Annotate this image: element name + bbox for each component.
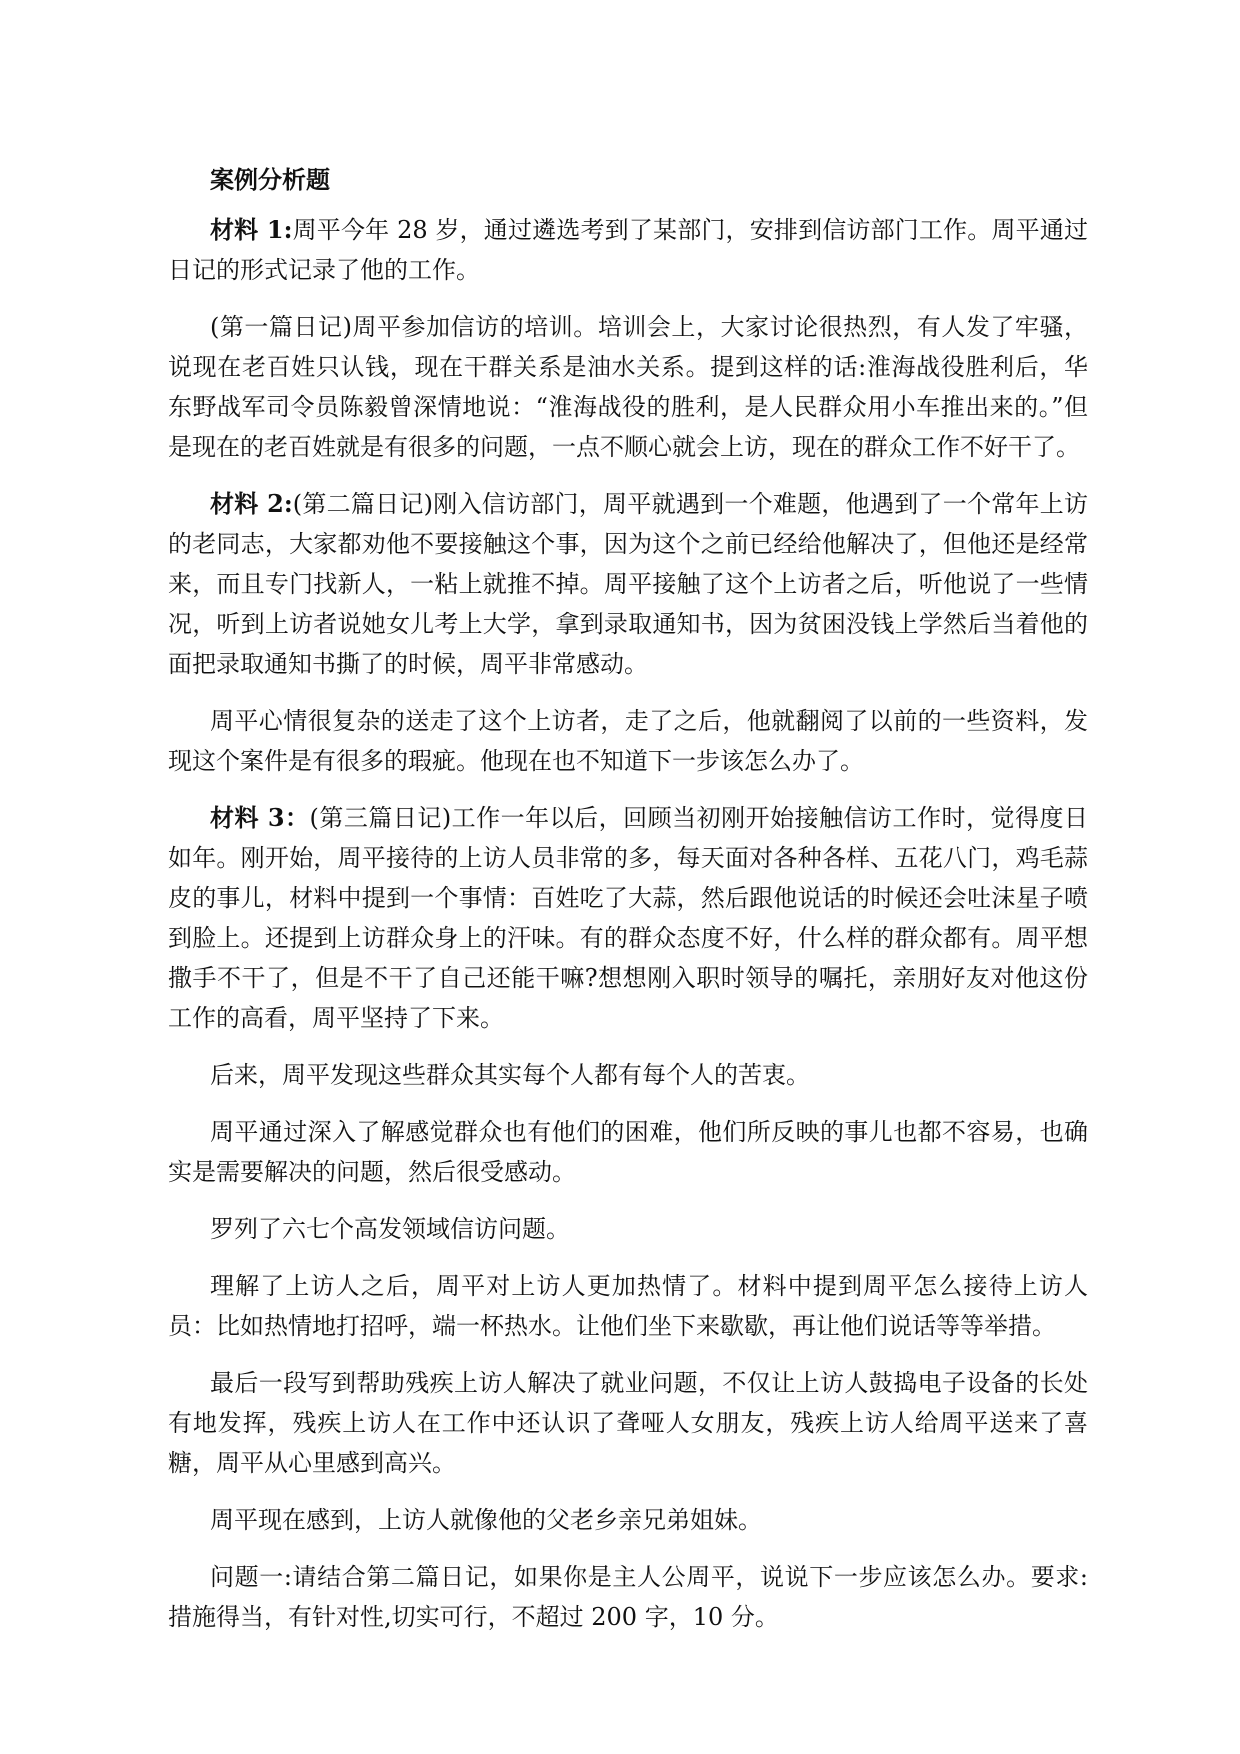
paragraph-text: (第三篇日记)工作一年以后，回顾当初刚开始接触信访工作时，觉得度日如年。刚开始，周平接待的上访人员非常的多，每天面对各种各样、五花八门，鸡毛蒜皮的事儿，材料中提到一个事情：百姓吃了大蒜，然后跟他说话的时候还会吐沫星子喷到脸上。还提到上访群众身上的汗味。有的群众态度不好，什么样的群众都有。周平想撒手不干了，但是不干了自己还能干嘛?想想刚入职时领导的嘱托，亲朋好友对他这份工作的高看，周平坚持了下来。 bbox=[168, 804, 1088, 1032]
paragraph-text: 最后一段写到帮助残疾上访人解决了就业问题，不仅让上访人鼓捣电子设备的长处有地发挥，残疾上访人在工作中还认识了聋哑人女朋友，残疾上访人给周平送来了喜糖，周平从心里感到高兴。 bbox=[168, 1369, 1088, 1477]
paragraph-text: 周平心情很复杂的送走了这个上访者，走了之后，他就翻阅了以前的一些资料，发现这个案件是有很多的瑕疵。他现在也不知道下一步该怎么办了。 bbox=[168, 707, 1088, 775]
paragraph-listing bbox=[168, 1209, 1088, 1249]
material-label: 材料 2: bbox=[210, 489, 293, 518]
paragraph-text: 理解了上访人之后，周平对上访人更加热情了。材料中提到周平怎么接待上访人员：比如热情地打招呼，端一杯热水。让他们坐下来歇歇，再让他们说话等等举措。 bbox=[168, 1272, 1088, 1340]
paragraph-understanding bbox=[168, 1112, 1088, 1192]
paragraph-later bbox=[168, 1055, 1088, 1095]
paragraph-text: 周平现在感到，上访人就像他的父老乡亲兄弟姐妹。 bbox=[210, 1506, 762, 1534]
paragraph-text: (第一篇日记)周平参加信访的培训。培训会上，大家讨论很热烈，有人发了牢骚，说现在老百姓只认钱，现在干群关系是油水关系。提到这样的话:淮海战役胜利后，华东野战军司令员陈毅曾深情地说：“淮海战役的胜利，是人民群众用小车推出来的。”但是现在的老百姓就是有很多的问题，一点不顺心就会上访，现在的群众工作不好干了。 bbox=[168, 313, 1088, 461]
document-page bbox=[168, 160, 1088, 1654]
material-2-paragraph bbox=[168, 484, 1088, 684]
material-3-paragraph bbox=[168, 798, 1088, 1038]
question-1-paragraph bbox=[168, 1557, 1088, 1637]
paragraph-text: 问题一:请结合第二篇日记，如果你是主人公周平，说说下一步应该怎么办。要求:措施得当，有针对性,切实可行，不超过 200 字，10 分。 bbox=[168, 1563, 1088, 1631]
material-label: 材料 3： bbox=[210, 803, 310, 832]
diary-1-paragraph bbox=[168, 307, 1088, 467]
paragraph-final bbox=[168, 1363, 1088, 1483]
paragraph-text: 周平通过深入了解感觉群众也有他们的困难，他们所反映的事儿也都不容易，也确实是需要解决的问题，然后很受感动。 bbox=[168, 1118, 1088, 1186]
material-1-paragraph bbox=[168, 210, 1088, 290]
paragraph-feeling bbox=[168, 1500, 1088, 1540]
paragraph-reception bbox=[168, 1266, 1088, 1346]
material-label: 材料 1: bbox=[210, 215, 293, 244]
paragraph-text: (第二篇日记)刚入信访部门，周平就遇到一个难题，他遇到了一个常年上访的老同志，大家都劝他不要接触这个事，因为这个之前已经给他解决了，但他还是经常来，而且专门找新人，一粘上就推不掉。周平接触了这个上访者之后，听他说了一些情况，听到上访者说她女儿考上大学，拿到录取通知书，因为贫困没钱上学然后当着他的面把录取通知书撕了的时候，周平非常感动。 bbox=[168, 490, 1088, 678]
paragraph-text: 后来，周平发现这些群众其实每个人都有每个人的苦衷。 bbox=[210, 1061, 810, 1089]
document-title: 案例分析题 bbox=[210, 165, 330, 194]
paragraph-text: 周平今年 28 岁，通过遴选考到了某部门，安排到信访部门工作。周平通过日记的形式记录了他的工作。 bbox=[168, 216, 1088, 284]
diary-2-followup-paragraph bbox=[168, 701, 1088, 781]
paragraph-text: 罗列了六七个高发领域信访问题。 bbox=[210, 1215, 570, 1243]
